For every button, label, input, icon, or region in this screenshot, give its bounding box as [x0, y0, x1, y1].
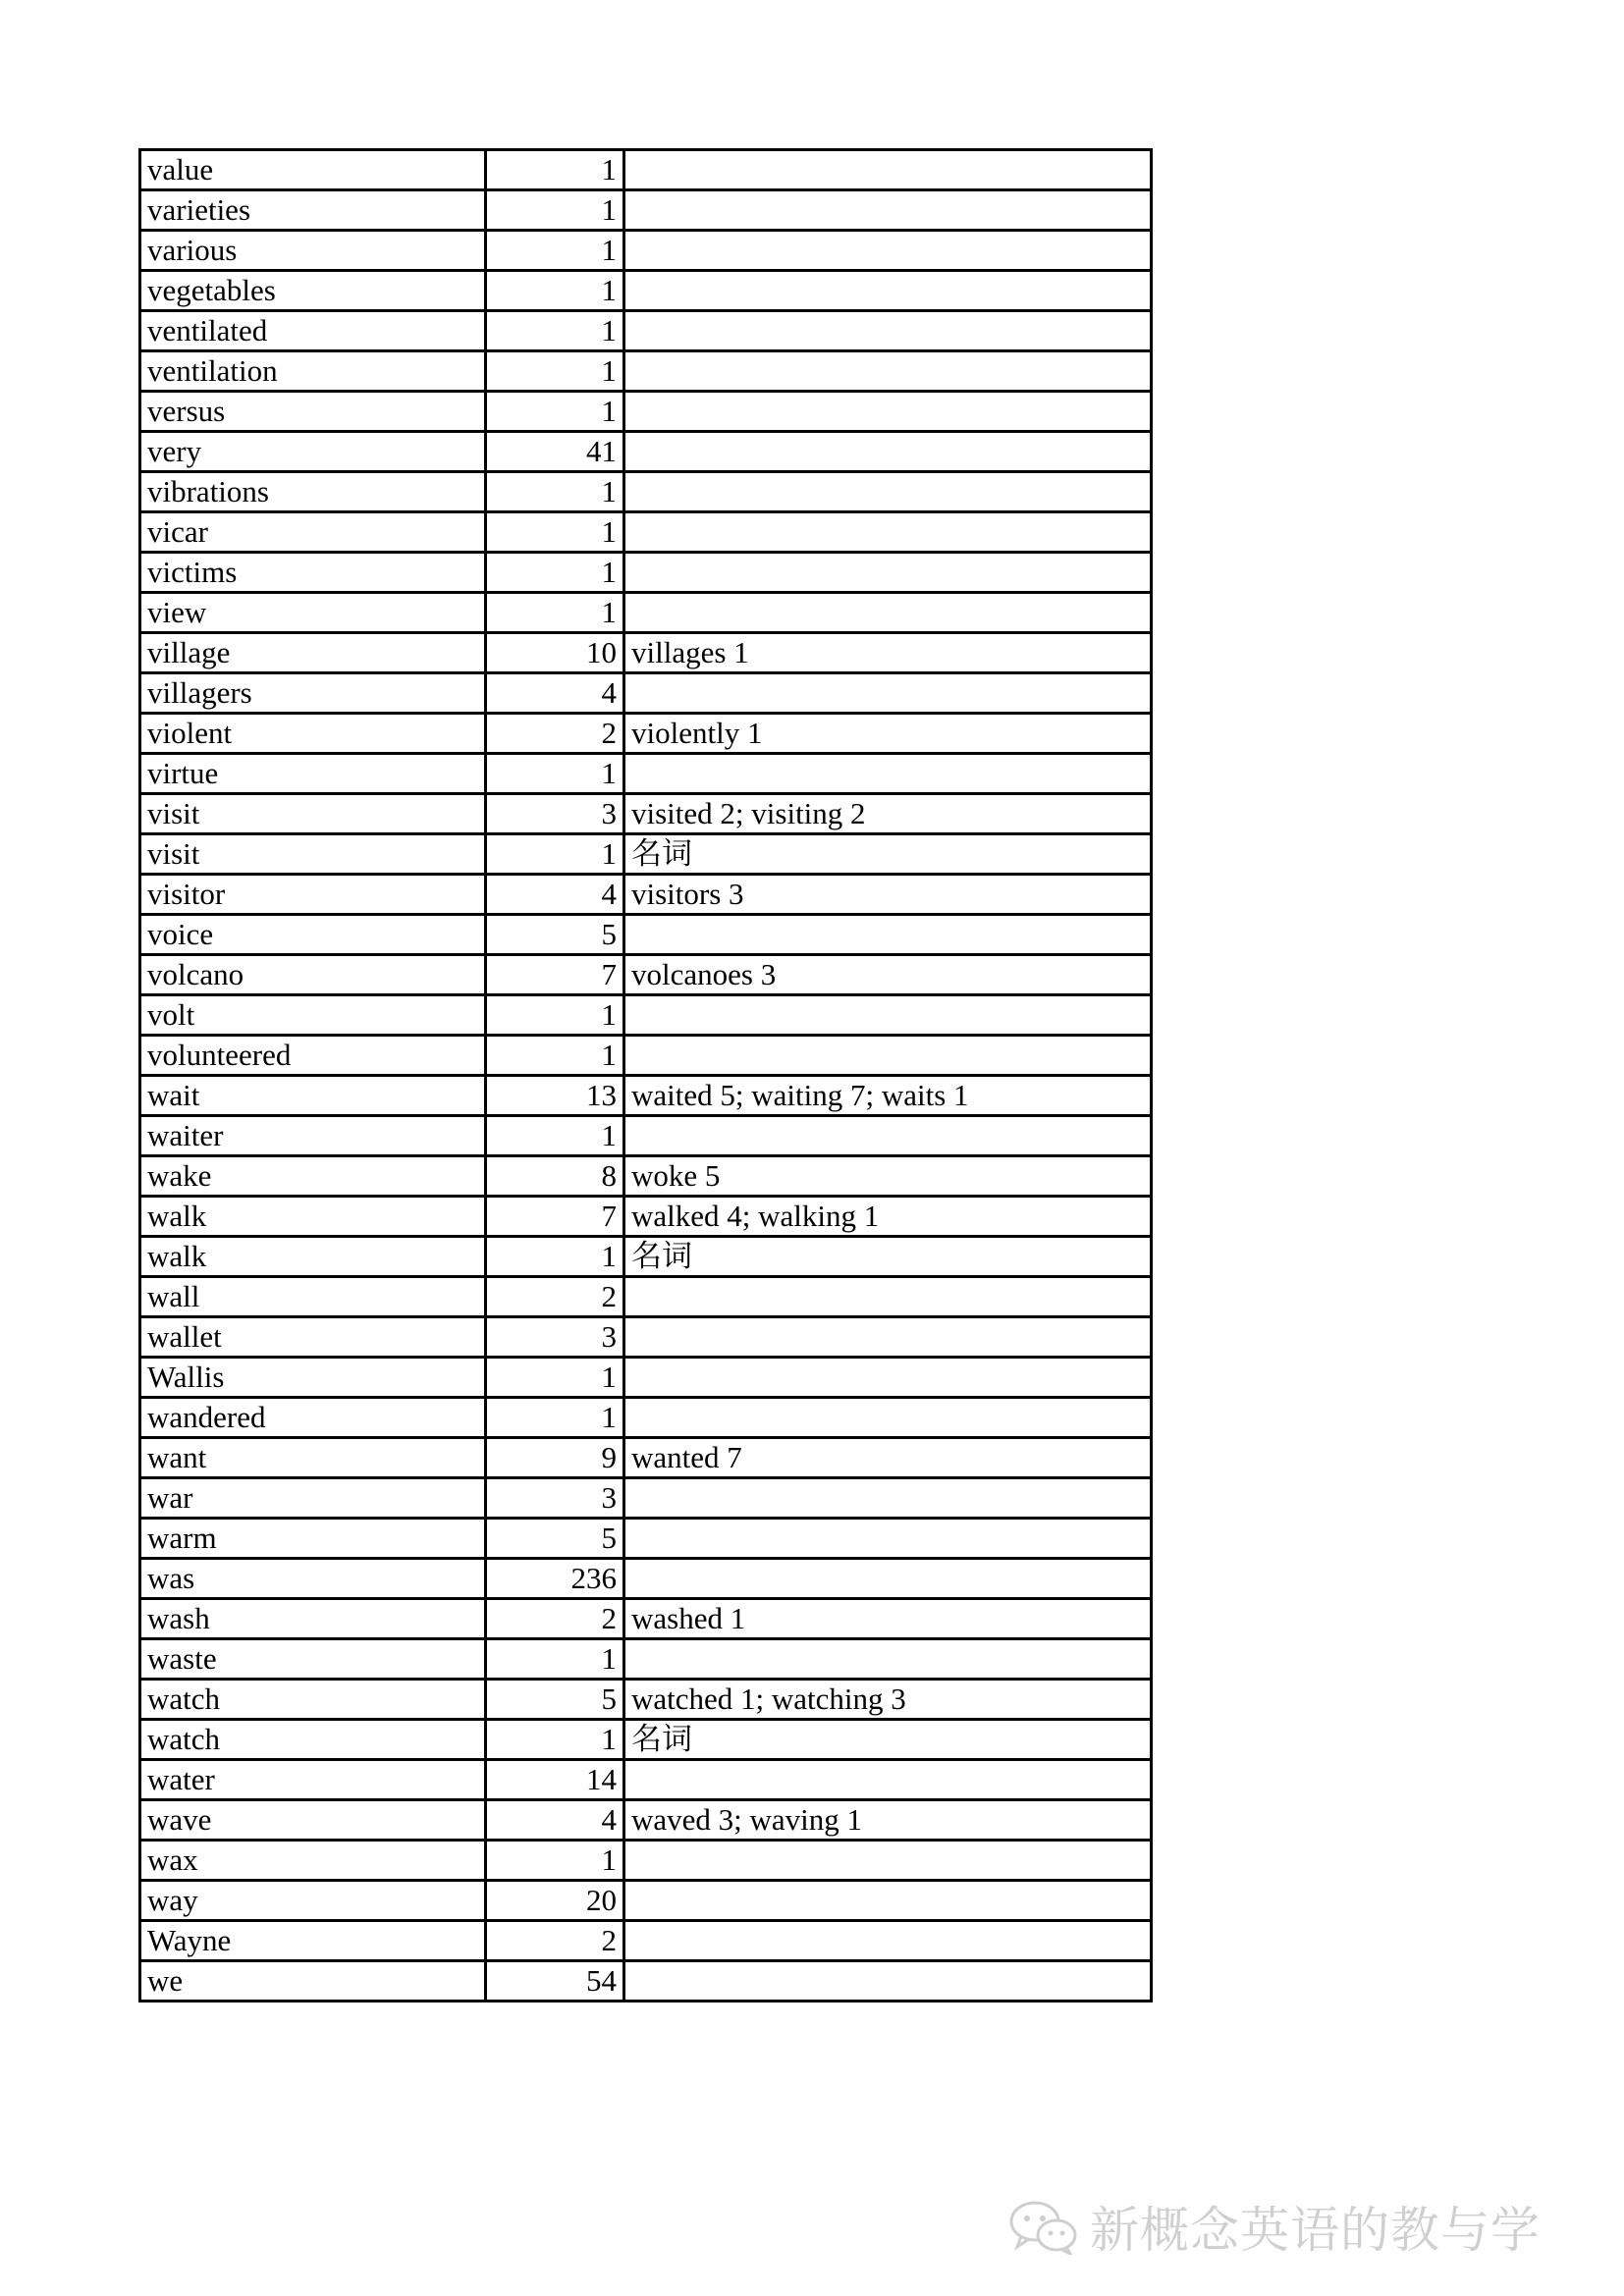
word-cell: visit: [140, 834, 486, 875]
count-cell: 1: [486, 593, 624, 633]
forms-cell: [624, 593, 1152, 633]
forms-cell: [624, 1639, 1152, 1680]
word-cell: way: [140, 1881, 486, 1921]
table-body: [140, 150, 1152, 2002]
table-row: [140, 1639, 1152, 1680]
forms-cell: [624, 1841, 1152, 1881]
table-row: [140, 995, 1152, 1036]
count-cell: 1: [486, 1036, 624, 1076]
table-row: [140, 633, 1152, 673]
forms-cell: [624, 1398, 1152, 1438]
forms-cell: [624, 271, 1152, 311]
word-cell: vicar: [140, 512, 486, 553]
table-row: [140, 1680, 1152, 1720]
count-cell: 4: [486, 1800, 624, 1841]
forms-cell: [624, 1277, 1152, 1317]
count-cell: 1: [486, 472, 624, 512]
forms-cell: [624, 754, 1152, 794]
word-cell: very: [140, 432, 486, 472]
count-cell: 4: [486, 875, 624, 915]
forms-cell: [624, 190, 1152, 231]
word-cell: ventilated: [140, 311, 486, 351]
count-cell: 54: [486, 1961, 624, 2002]
table-row: [140, 754, 1152, 794]
word-cell: various: [140, 231, 486, 271]
table-row: [140, 593, 1152, 633]
count-cell: 1: [486, 512, 624, 553]
table-row: [140, 271, 1152, 311]
table-row: [140, 392, 1152, 432]
table-row: [140, 231, 1152, 271]
count-cell: 14: [486, 1760, 624, 1800]
forms-cell: [624, 1519, 1152, 1559]
count-cell: 1: [486, 190, 624, 231]
forms-cell: [624, 1961, 1152, 2002]
forms-cell: [624, 1036, 1152, 1076]
table-row: [140, 1116, 1152, 1156]
table-row: [140, 794, 1152, 834]
table-row: [140, 1398, 1152, 1438]
word-cell: wax: [140, 1841, 486, 1881]
count-cell: 9: [486, 1438, 624, 1478]
forms-cell: 名词: [624, 1237, 1152, 1277]
forms-cell: [624, 231, 1152, 271]
word-cell: war: [140, 1478, 486, 1519]
forms-cell: [624, 1881, 1152, 1921]
word-cell: waiter: [140, 1116, 486, 1156]
forms-cell: 名词: [624, 1720, 1152, 1760]
count-cell: 1: [486, 834, 624, 875]
count-cell: 1: [486, 1116, 624, 1156]
count-cell: 1: [486, 1841, 624, 1881]
count-cell: 5: [486, 1680, 624, 1720]
table-row: [140, 1720, 1152, 1760]
count-cell: 4: [486, 673, 624, 714]
word-cell: vegetables: [140, 271, 486, 311]
table-row: [140, 1277, 1152, 1317]
word-cell: virtue: [140, 754, 486, 794]
forms-cell: [624, 351, 1152, 392]
count-cell: 1: [486, 995, 624, 1036]
word-cell: want: [140, 1438, 486, 1478]
word-frequency-table: [138, 148, 1153, 2002]
count-cell: 1: [486, 1358, 624, 1398]
count-cell: 1: [486, 754, 624, 794]
count-cell: 5: [486, 915, 624, 955]
forms-cell: [624, 995, 1152, 1036]
table-row: [140, 875, 1152, 915]
count-cell: 41: [486, 432, 624, 472]
count-cell: 1: [486, 271, 624, 311]
count-cell: 1: [486, 1398, 624, 1438]
count-cell: 20: [486, 1881, 624, 1921]
count-cell: 7: [486, 1197, 624, 1237]
word-cell: villagers: [140, 673, 486, 714]
word-cell: watch: [140, 1680, 486, 1720]
count-cell: 1: [486, 231, 624, 271]
word-cell: wandered: [140, 1398, 486, 1438]
table-row: [140, 673, 1152, 714]
forms-cell: [624, 1760, 1152, 1800]
count-cell: 1: [486, 553, 624, 593]
word-cell: volunteered: [140, 1036, 486, 1076]
word-cell: walk: [140, 1197, 486, 1237]
forms-cell: [624, 311, 1152, 351]
word-cell: versus: [140, 392, 486, 432]
word-cell: walk: [140, 1237, 486, 1277]
table-row: [140, 1921, 1152, 1961]
forms-cell: [624, 512, 1152, 553]
table-row: [140, 1076, 1152, 1116]
forms-cell: [624, 1921, 1152, 1961]
forms-cell: wanted 7: [624, 1438, 1152, 1478]
word-cell: wallet: [140, 1317, 486, 1358]
word-cell: wait: [140, 1076, 486, 1116]
count-cell: 1: [486, 351, 624, 392]
word-cell: vibrations: [140, 472, 486, 512]
count-cell: 1: [486, 1639, 624, 1680]
word-cell: visitor: [140, 875, 486, 915]
table-row: [140, 915, 1152, 955]
word-cell: volt: [140, 995, 486, 1036]
word-cell: victims: [140, 553, 486, 593]
forms-cell: [624, 472, 1152, 512]
forms-cell: waved 3; waving 1: [624, 1800, 1152, 1841]
table-row: [140, 512, 1152, 553]
forms-cell: [624, 1116, 1152, 1156]
word-cell: village: [140, 633, 486, 673]
count-cell: 8: [486, 1156, 624, 1197]
forms-cell: waited 5; waiting 7; waits 1: [624, 1076, 1152, 1116]
table-row: [140, 150, 1152, 190]
count-cell: 1: [486, 150, 624, 190]
count-cell: 1: [486, 392, 624, 432]
count-cell: 3: [486, 1317, 624, 1358]
table-row: [140, 1237, 1152, 1277]
forms-cell: volcanoes 3: [624, 955, 1152, 995]
forms-cell: visitors 3: [624, 875, 1152, 915]
word-cell: warm: [140, 1519, 486, 1559]
table-row: [140, 1197, 1152, 1237]
word-cell: we: [140, 1961, 486, 2002]
forms-cell: walked 4; walking 1: [624, 1197, 1152, 1237]
forms-cell: woke 5: [624, 1156, 1152, 1197]
count-cell: 3: [486, 1478, 624, 1519]
word-cell: was: [140, 1559, 486, 1599]
count-cell: 10: [486, 633, 624, 673]
watermark: [1007, 2191, 1541, 2262]
forms-cell: villages 1: [624, 633, 1152, 673]
table-row: [140, 714, 1152, 754]
table-row: [140, 1800, 1152, 1841]
table-row: [140, 1438, 1152, 1478]
table-row: [140, 1036, 1152, 1076]
forms-cell: [624, 1358, 1152, 1398]
word-cell: view: [140, 593, 486, 633]
table-row: [140, 190, 1152, 231]
word-cell: Wayne: [140, 1921, 486, 1961]
forms-cell: visited 2; visiting 2: [624, 794, 1152, 834]
table-row: [140, 1478, 1152, 1519]
word-cell: visit: [140, 794, 486, 834]
word-cell: waste: [140, 1639, 486, 1680]
watermark-text: 新概念英语的教与学: [1090, 2202, 1541, 2259]
count-cell: 2: [486, 1599, 624, 1639]
forms-cell: washed 1: [624, 1599, 1152, 1639]
word-cell: watch: [140, 1720, 486, 1760]
word-cell: wave: [140, 1800, 486, 1841]
count-cell: 236: [486, 1559, 624, 1599]
count-cell: 2: [486, 714, 624, 754]
count-cell: 1: [486, 1720, 624, 1760]
count-cell: 1: [486, 311, 624, 351]
word-cell: value: [140, 150, 486, 190]
table-row: [140, 432, 1152, 472]
table-row: [140, 1599, 1152, 1639]
table-row: [140, 553, 1152, 593]
count-cell: 7: [486, 955, 624, 995]
forms-cell: [624, 1478, 1152, 1519]
word-cell: Wallis: [140, 1358, 486, 1398]
table-row: [140, 1156, 1152, 1197]
table-row: [140, 351, 1152, 392]
forms-cell: [624, 1317, 1152, 1358]
forms-cell: [624, 150, 1152, 190]
table-row: [140, 1841, 1152, 1881]
forms-cell: violently 1: [624, 714, 1152, 754]
count-cell: 1: [486, 1237, 624, 1277]
table-row: [140, 1317, 1152, 1358]
word-cell: ventilation: [140, 351, 486, 392]
word-cell: wall: [140, 1277, 486, 1317]
word-cell: violent: [140, 714, 486, 754]
wechat-icon: [1007, 2198, 1080, 2255]
word-cell: voice: [140, 915, 486, 955]
word-cell: volcano: [140, 955, 486, 995]
forms-cell: [624, 915, 1152, 955]
forms-cell: watched 1; watching 3: [624, 1680, 1152, 1720]
forms-cell: [624, 432, 1152, 472]
table-row: [140, 1519, 1152, 1559]
forms-cell: [624, 392, 1152, 432]
forms-cell: [624, 553, 1152, 593]
word-cell: water: [140, 1760, 486, 1800]
table-row: [140, 1760, 1152, 1800]
count-cell: 3: [486, 794, 624, 834]
forms-cell: 名词: [624, 834, 1152, 875]
table-row: [140, 1961, 1152, 2002]
table-row: [140, 955, 1152, 995]
count-cell: 2: [486, 1277, 624, 1317]
word-cell: wake: [140, 1156, 486, 1197]
table-row: [140, 1881, 1152, 1921]
table-row: [140, 834, 1152, 875]
table-row: [140, 1358, 1152, 1398]
table-row: [140, 1559, 1152, 1599]
table-row: [140, 311, 1152, 351]
forms-cell: [624, 1559, 1152, 1599]
word-cell: wash: [140, 1599, 486, 1639]
word-cell: varieties: [140, 190, 486, 231]
count-cell: 13: [486, 1076, 624, 1116]
forms-cell: [624, 673, 1152, 714]
table-row: [140, 472, 1152, 512]
count-cell: 5: [486, 1519, 624, 1559]
count-cell: 2: [486, 1921, 624, 1961]
